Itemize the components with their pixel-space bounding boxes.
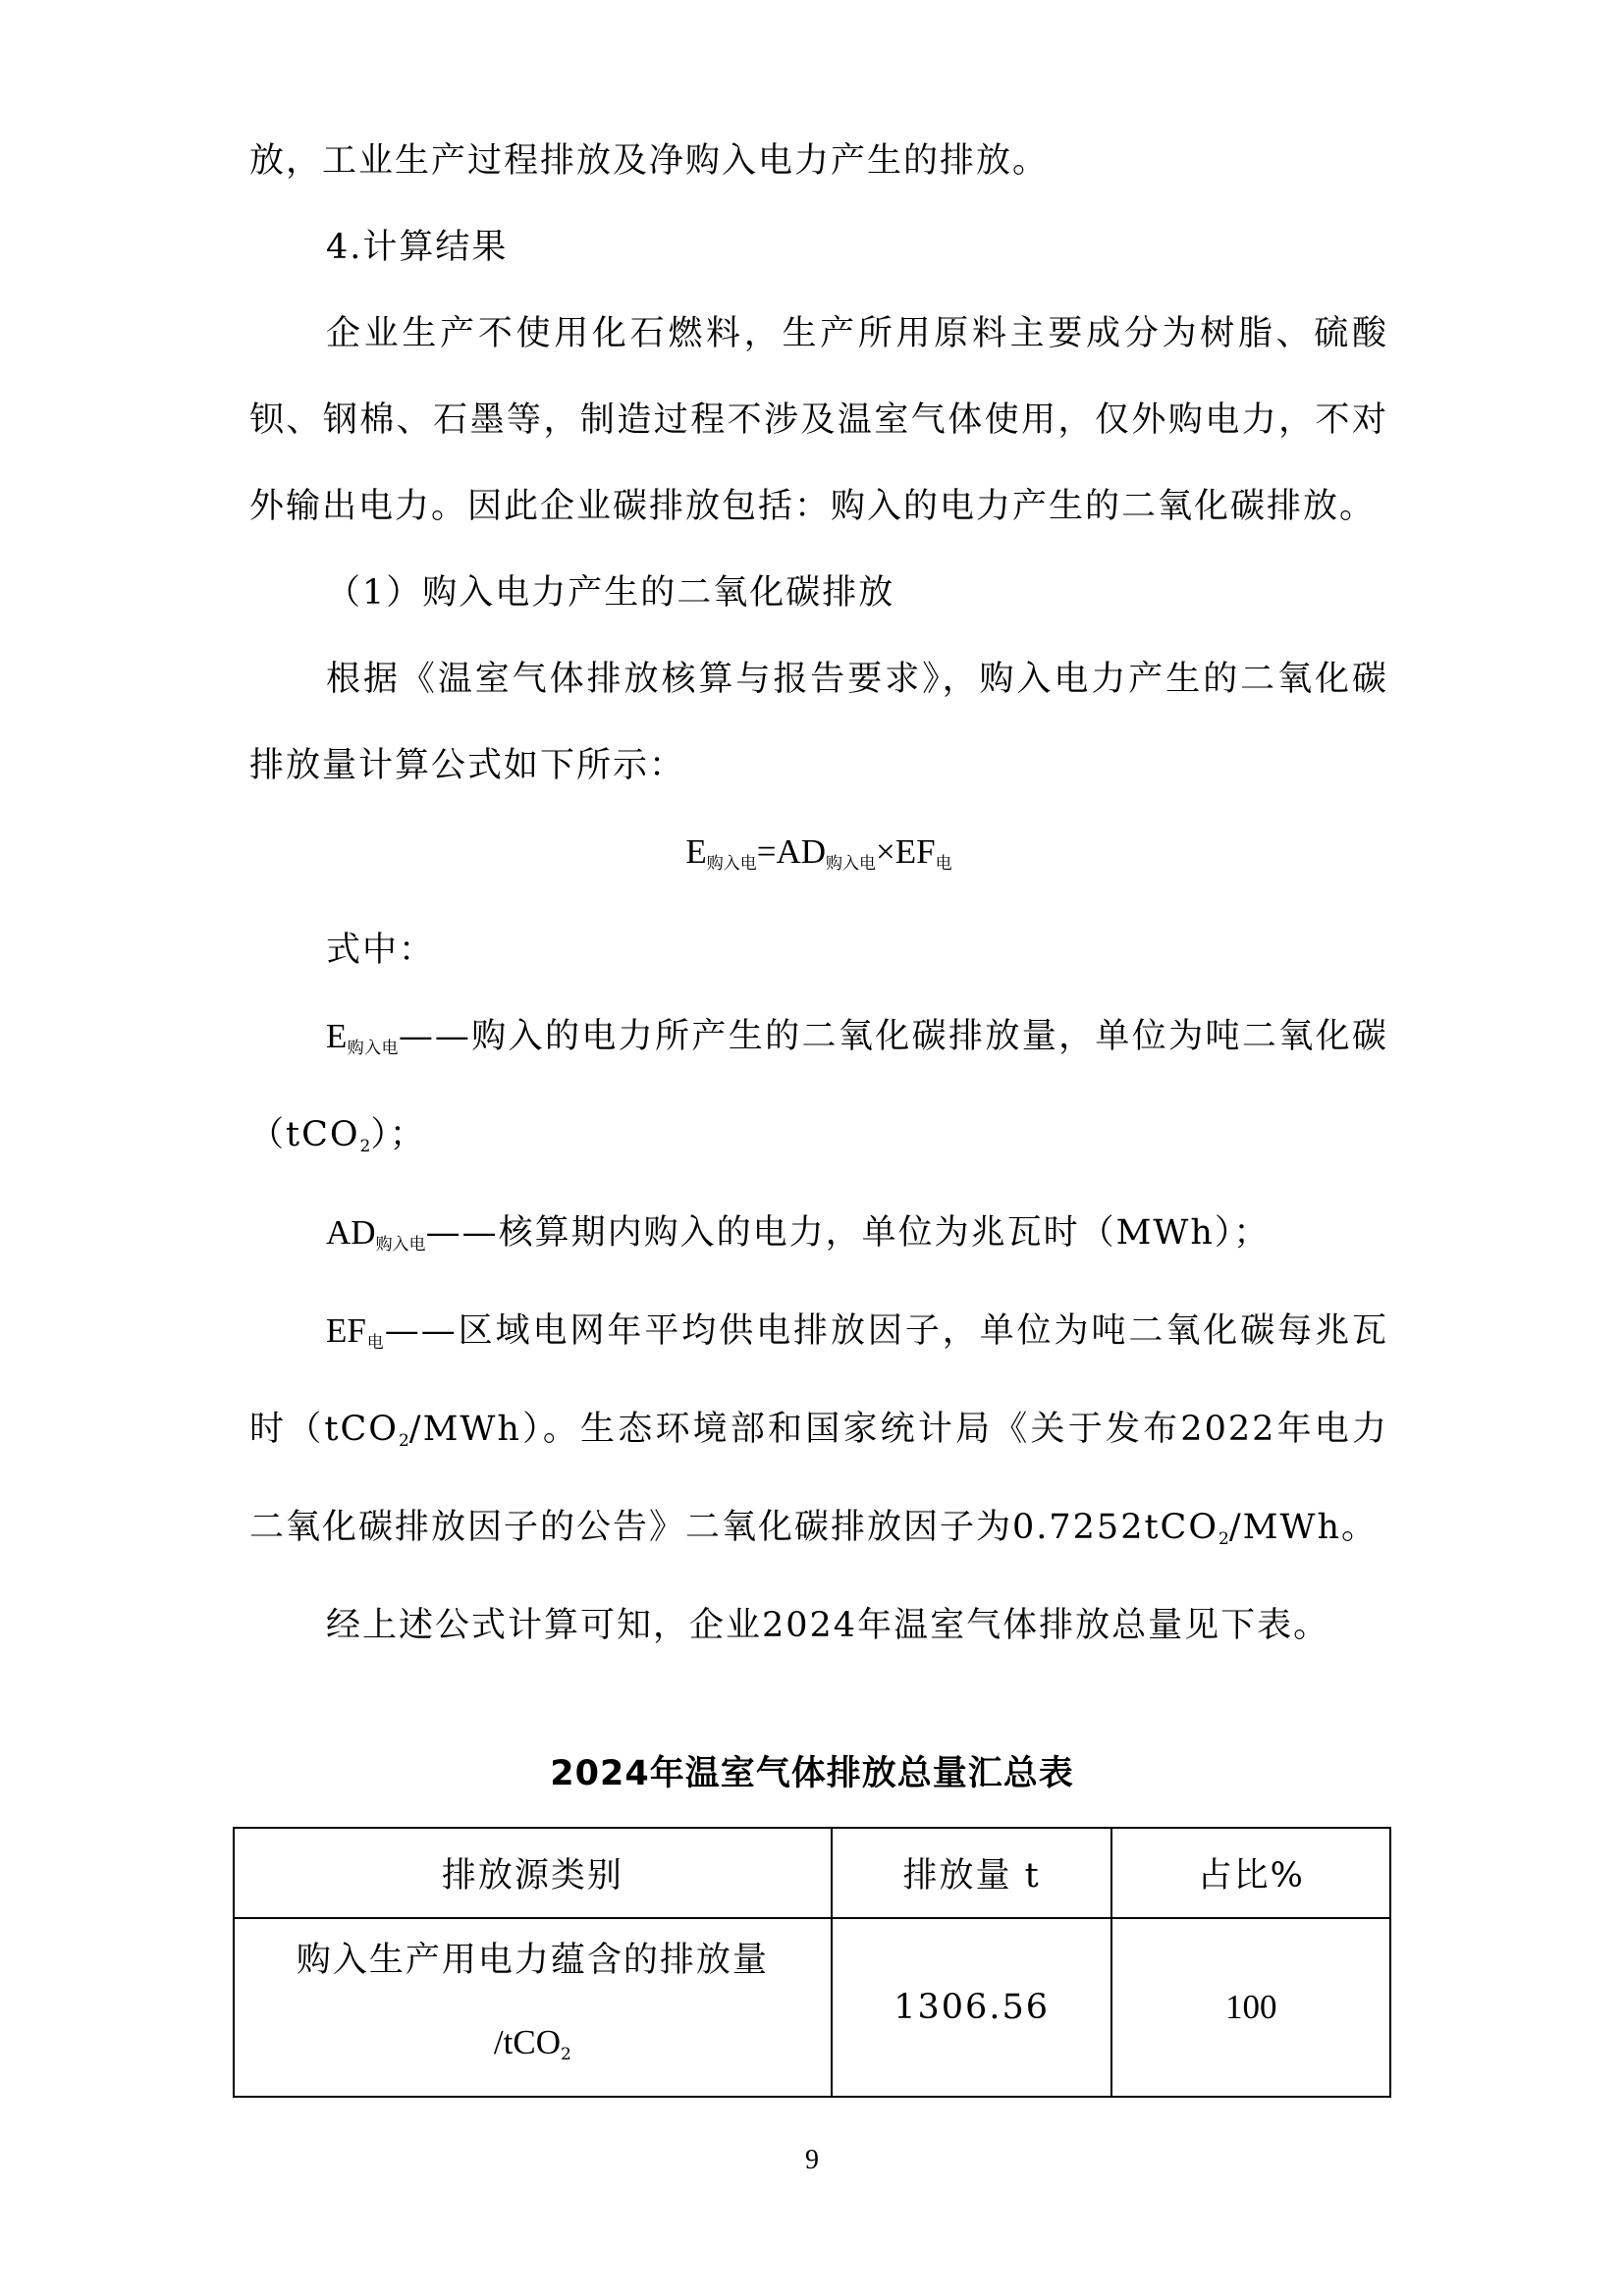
definition-e xyxy=(249,993,1388,1190)
def-e-symbol: E xyxy=(326,1017,348,1055)
header-category: 排放源类别 xyxy=(234,1828,832,1918)
header-share: 占比% xyxy=(1111,1828,1390,1918)
formula-times-ef: ×EF xyxy=(876,832,936,871)
formula-eq-ad: =AD xyxy=(756,832,827,871)
emissions-table xyxy=(233,1827,1391,2098)
cell-amount: 1306.56 xyxy=(832,1918,1112,2097)
def-ef-factor-subscript: 2 xyxy=(1218,1529,1229,1549)
def-ef-text3: /MWh。 xyxy=(1228,1508,1378,1547)
formula-e-subscript: 购入电 xyxy=(706,854,757,874)
table-title: 2024年温室气体排放总量汇总表 xyxy=(550,1754,1074,1793)
paragraph-continuation: 放，工业生产过程排放及净购入电力产生的排放。 xyxy=(249,141,1050,181)
page-number: 9 xyxy=(805,2145,819,2175)
paragraph-raw-materials: 企业生产不使用化石燃料，生产所用原料主要成分为树脂、硫酸钡、钢棉、石墨等，制造过程不涉及温室气体使用，仅外购电力，不对外输出电力。因此企业碳排放包括：购入的电力产生的二氧化碳排放。 xyxy=(249,314,1388,526)
cell-category xyxy=(234,1918,832,2097)
table-header-row xyxy=(234,1828,1390,1918)
paragraph-conclusion: 经上述公式计算可知，企业2024年温室气体排放总量见下表。 xyxy=(326,1606,1330,1645)
category-line2: /tCO xyxy=(493,2023,561,2061)
paragraph-basis: 根据《温室气体排放核算与报告要求》，购入电力产生的二氧化碳排放量计算公式如下所示： xyxy=(249,660,1388,785)
def-ad-subscript: 购入电 xyxy=(375,1235,426,1255)
formula-ef-subscript: 电 xyxy=(935,854,952,874)
paragraph-where: 式中： xyxy=(326,931,436,970)
formula-e: E xyxy=(685,832,707,871)
subsection-heading: （1）购入电力产生的二氧化碳排放 xyxy=(326,573,895,613)
def-e-text: ——购入的电力所产生的二氧化碳排放量，单位为吨二氧化碳（tCO xyxy=(249,1017,1388,1154)
header-amount: 排放量 t xyxy=(832,1828,1112,1918)
def-ad-symbol: AD xyxy=(326,1213,376,1252)
def-e-co2-subscript: 2 xyxy=(359,1137,371,1156)
def-ef-text2: /MWh）。生态环境部和国家统计局《关于发布2022年电力二氧化碳排放因子的公告》二氧化碳排放因子为0.7252tCO xyxy=(249,1410,1388,1547)
def-ef-subscript: 电 xyxy=(365,1333,385,1353)
def-ad-text: ——核算期内购入的电力，单位为兆瓦时（MWh）； xyxy=(425,1213,1271,1253)
definition-ad xyxy=(249,1190,1388,1288)
formula-ad-subscript: 购入电 xyxy=(826,854,877,874)
category-line1: 购入生产用电力蕴含的排放量 xyxy=(296,1941,769,1980)
category-subscript: 2 xyxy=(561,2045,571,2064)
formula xyxy=(249,809,1388,907)
def-ef-symbol: EF xyxy=(326,1311,366,1350)
cell-share: 100 xyxy=(1111,1918,1390,2097)
table-row xyxy=(234,1918,1390,2097)
body-text xyxy=(249,118,1388,1669)
def-e-end: ）； xyxy=(370,1115,426,1154)
definition-ef xyxy=(249,1288,1388,1582)
section-heading: 4.计算结果 xyxy=(326,228,509,267)
def-ef-co2-subscript: 2 xyxy=(398,1431,409,1451)
def-e-subscript: 购入电 xyxy=(347,1039,399,1058)
def-ef-text1: ——区域电网年平均供电排放因子，单位为吨二氧化碳每兆瓦时（tCO xyxy=(249,1311,1389,1449)
